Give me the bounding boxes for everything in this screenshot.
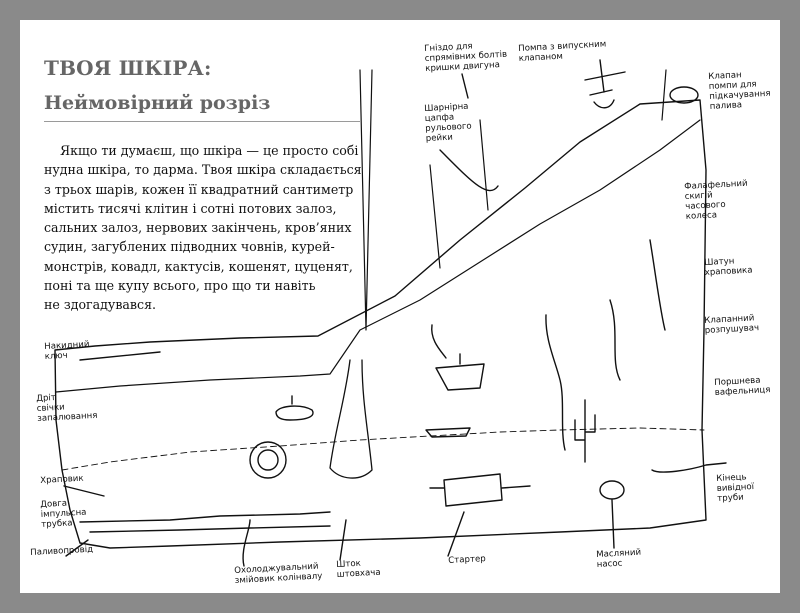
- leader-wrench: [80, 352, 160, 360]
- label-nest: Гніздо для спрямівних болтів кришки двигуна: [424, 41, 508, 74]
- label-fuel-line: Паливопровід: [30, 544, 94, 558]
- hair-4: [662, 70, 666, 120]
- leader-nest: [462, 74, 468, 98]
- coil-center: [250, 442, 286, 478]
- cactus: [575, 400, 595, 462]
- hair-3: [480, 120, 488, 210]
- dermis-layer-line: [62, 428, 704, 470]
- title-rule: [44, 121, 360, 122]
- label-valve-loosener: Клапанний розпушувач: [704, 313, 760, 336]
- piping: [80, 512, 330, 532]
- exhaust-pipe: [652, 463, 726, 472]
- label-exhaust-end: Кінець вивідної труби: [716, 472, 755, 504]
- gland-1: [432, 325, 446, 358]
- page-title: ТВОЯ ШКІРА:: [44, 56, 212, 80]
- label-wrench: Накидний ключ: [44, 339, 90, 362]
- label-coolant: Охолоджувальний змійовик колінвалу: [234, 561, 323, 586]
- hair-follicle: [330, 360, 372, 478]
- label-oil-pump: Масляний насос: [596, 547, 642, 570]
- mosquito-pump: [585, 60, 625, 108]
- label-waffle: Поршнева вафельниця: [714, 375, 771, 398]
- anvil: [436, 354, 484, 390]
- label-impulse-tube: Довга імпульсна трубка: [40, 498, 87, 530]
- label-ratchet: Храповик: [40, 473, 84, 486]
- coil-inner: [258, 450, 278, 470]
- intro-paragraph: Якщо ти думаєш, що шкіра — це просто собі нудна шкіра, то дарма. Твоя шкіра складається з трьох шарів, кожен її квадратний сантиметр містить тисячі клітин і сотні потових залоз, сальних залоз, нервових закінчень, кров’яних судин, загублених підводних човнів, курей- монстрів, ковадл, кактусів, кошенят, цуценят, поні та ще купу всього, про що ти навіть не здогадувався.: [44, 143, 362, 313]
- leader-ratchet: [64, 486, 104, 496]
- hair-2: [430, 165, 440, 268]
- leader-starter: [448, 512, 464, 556]
- label-ignition-wire: Дріт свічки запалювання: [36, 392, 98, 424]
- gland-3: [610, 300, 620, 380]
- label-pump: Помпа з випускним клапаном: [518, 39, 607, 64]
- oil-pump-body: [600, 481, 624, 499]
- gland-4: [650, 240, 665, 330]
- label-starter: Стартер: [448, 554, 486, 566]
- leader-hinge: [440, 150, 498, 191]
- label-rod: Шатун храповика: [704, 256, 753, 278]
- starter-motor: [430, 474, 530, 506]
- submarine: [276, 396, 313, 420]
- label-falafel: Фалафельний скигій часового колеса: [684, 178, 748, 222]
- label-piston-rod: Шток штовхача: [336, 558, 381, 580]
- label-hinge: Шарнірна цапфа рульового рейки: [424, 101, 472, 144]
- label-valve: Клапан помпи для підкачування палива: [708, 70, 771, 112]
- leader-oil: [612, 500, 614, 548]
- page-subtitle: Неймовірний розріз: [44, 92, 271, 114]
